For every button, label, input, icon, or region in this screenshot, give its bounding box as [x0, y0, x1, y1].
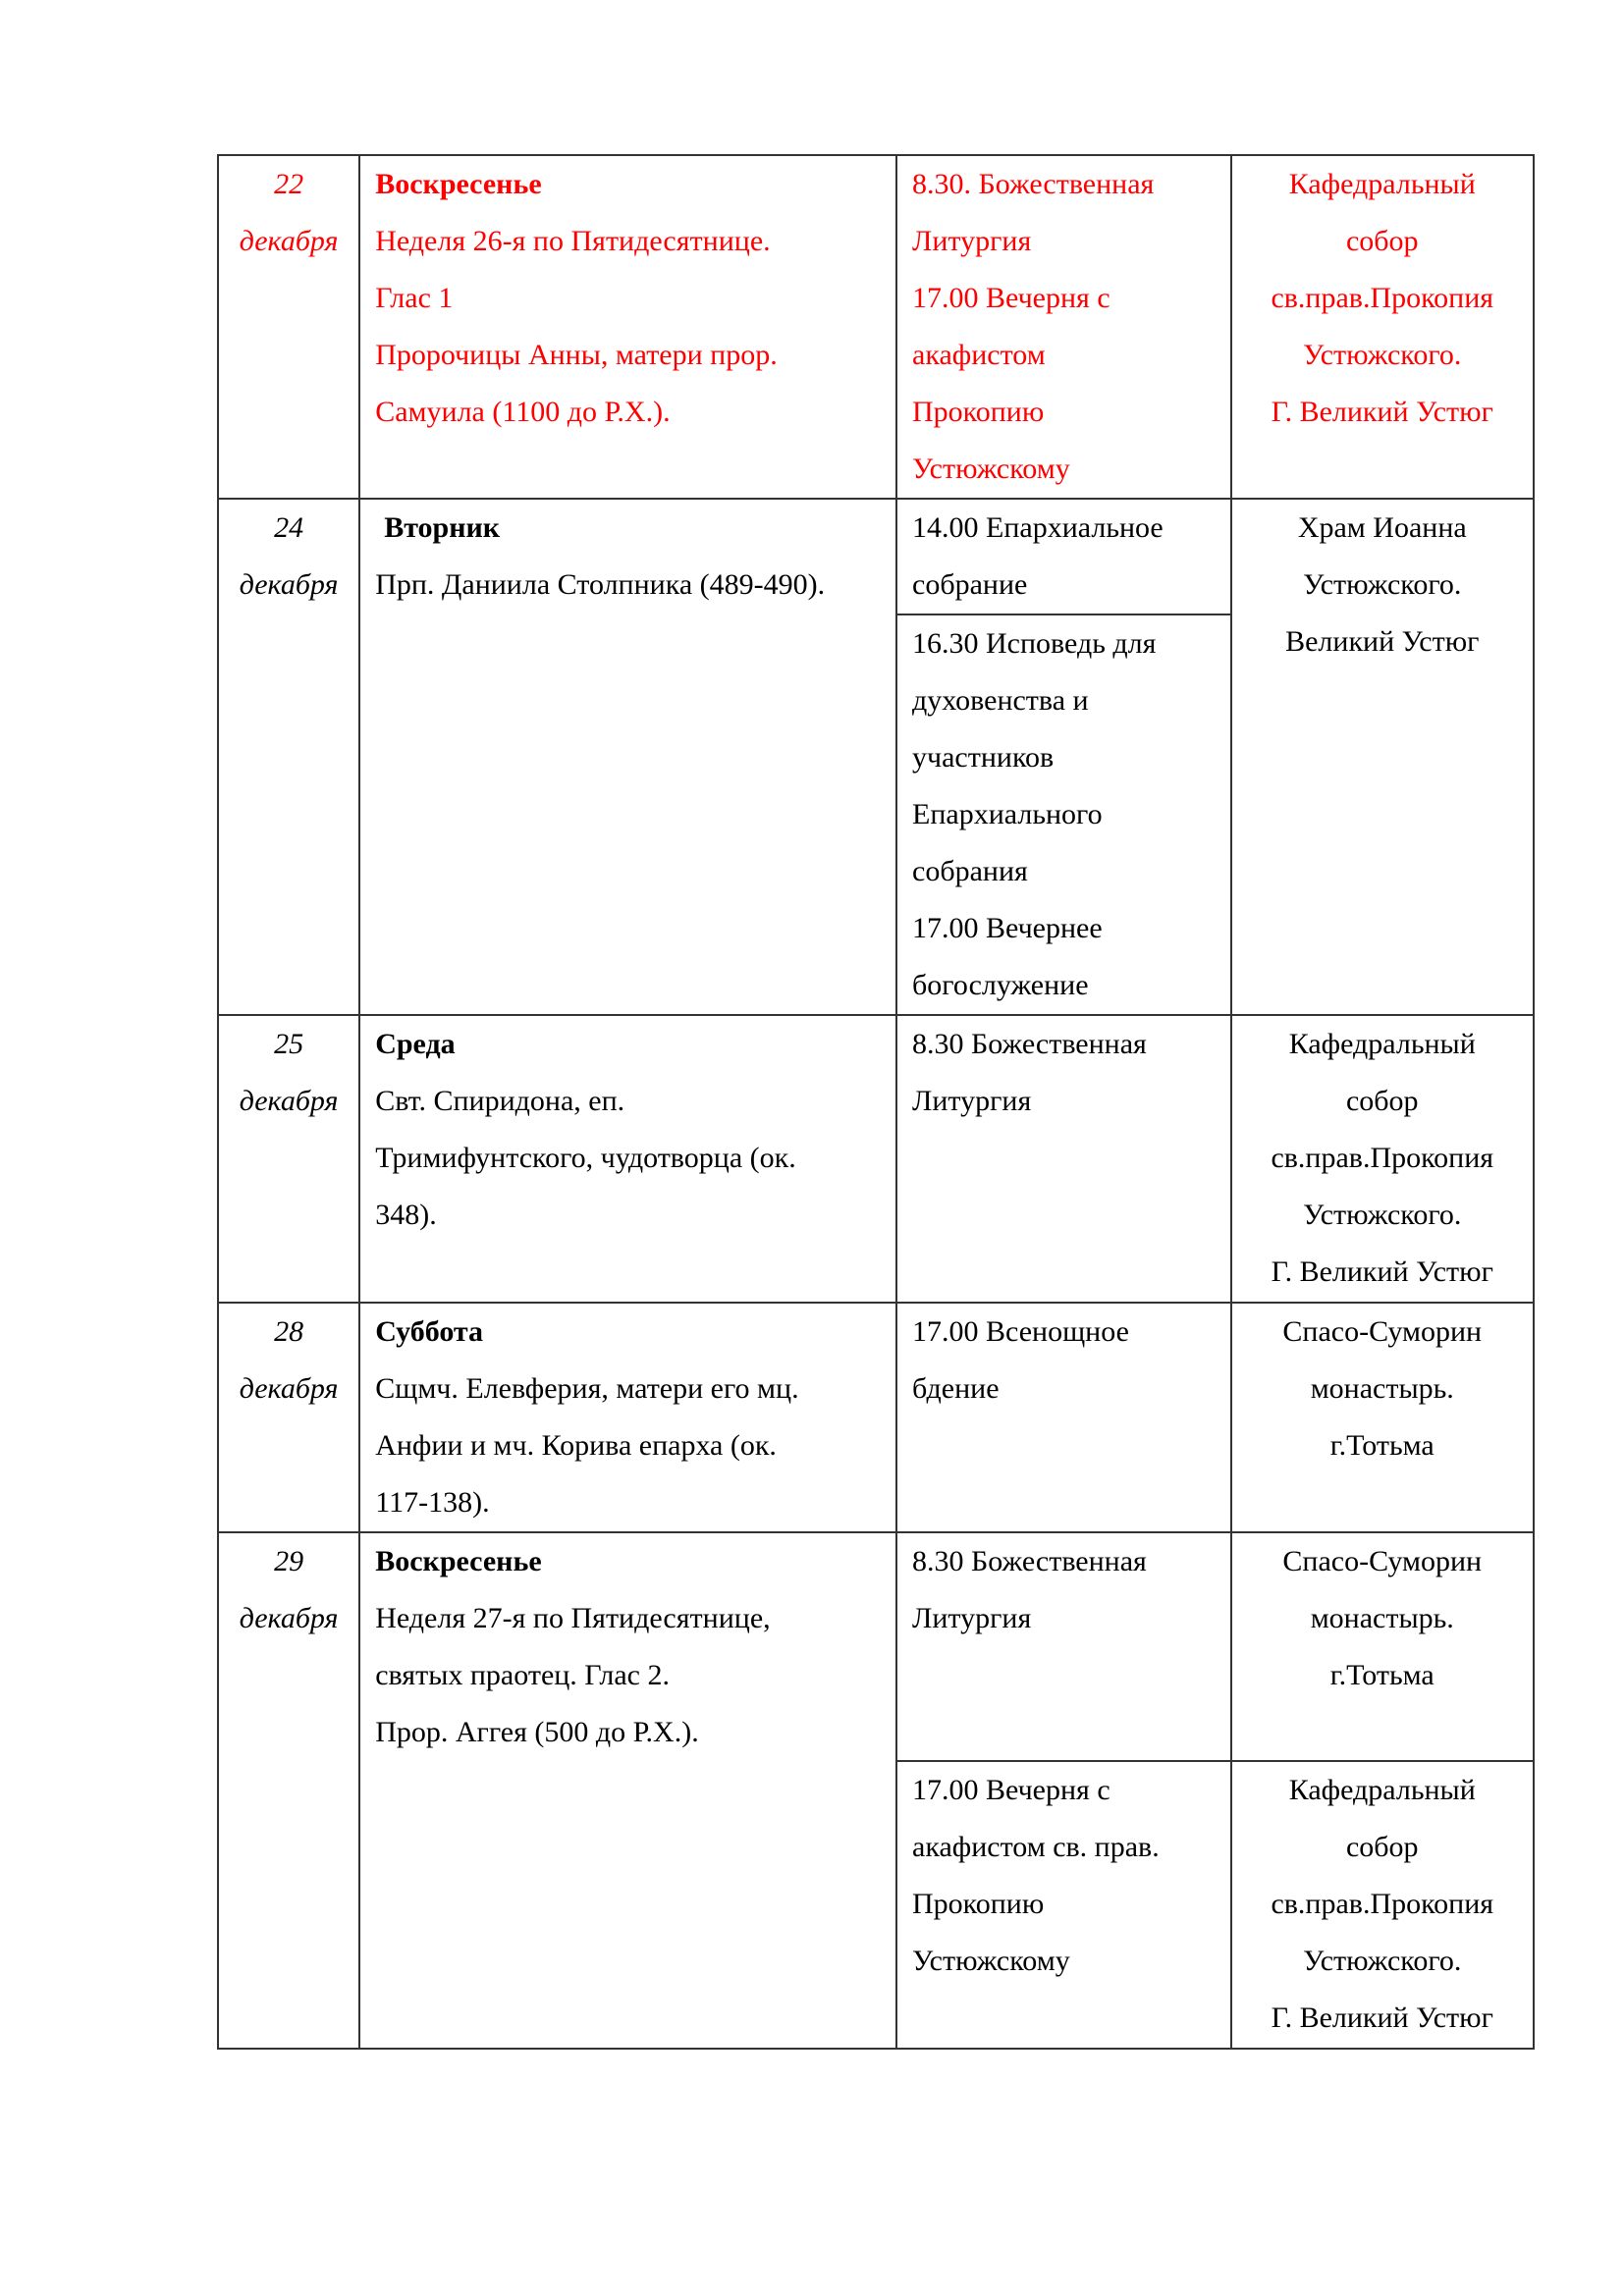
place-line: Устюжского.: [1303, 339, 1462, 371]
place-line: монастырь.: [1310, 1372, 1454, 1405]
place-line: св.прав.Прокопия: [1271, 282, 1494, 314]
place-line: Г. Великий Устюг: [1271, 396, 1493, 428]
schedule-row-dec-29: [218, 1532, 1534, 1761]
service-line: 17.00 Всенощное: [912, 1315, 1129, 1348]
service-line: Литургия: [912, 1085, 1032, 1117]
service-cell: [896, 614, 1231, 1015]
service-line: Устюжскому: [912, 453, 1070, 485]
service-line: Епархиального: [912, 798, 1103, 830]
service-line: акафистом: [912, 339, 1046, 371]
description-cell: [359, 1303, 896, 1532]
description-line: Пророчицы Анны, матери прор.: [375, 339, 778, 371]
service-line: 8.30 Божественная: [912, 1545, 1147, 1577]
date-day: 22: [274, 168, 304, 200]
place-line: г.Тотьма: [1329, 1429, 1435, 1462]
date-cell: [218, 499, 359, 1015]
weekday: Вторник: [384, 511, 501, 544]
place-cell: [1231, 1532, 1534, 1761]
service-line: Литургия: [912, 1602, 1032, 1634]
place-line: Храм Иоанна: [1297, 511, 1467, 544]
place-cell: [1231, 155, 1534, 499]
description-line: Анфии и мч. Корива епарха (ок.: [375, 1429, 777, 1462]
date-cell: [218, 1015, 359, 1303]
service-line: 17.00 Вечерня с: [912, 1774, 1110, 1806]
service-cell: [896, 1761, 1231, 2049]
service-line: Литургия: [912, 225, 1032, 257]
service-line: богослужение: [912, 969, 1089, 1001]
service-cell: [896, 499, 1231, 614]
place-line: г.Тотьма: [1329, 1659, 1435, 1691]
date-month: декабря: [239, 1372, 339, 1405]
place-line: Спасо-Суморин: [1282, 1315, 1483, 1348]
description-line: Тримифунтского, чудотворца (ок.: [375, 1142, 796, 1174]
service-line: бдение: [912, 1372, 1000, 1405]
place-line: собор: [1345, 1085, 1419, 1117]
date-cell: [218, 1303, 359, 1532]
schedule-row-dec-24: [218, 499, 1534, 614]
place-cell: [1231, 1761, 1534, 2049]
place-line: Устюжского.: [1303, 1199, 1462, 1231]
place-line: Г. Великий Устюг: [1271, 2002, 1493, 2034]
place-line: Устюжского.: [1303, 1945, 1462, 1977]
date-cell: [218, 155, 359, 499]
description-cell: [359, 499, 896, 1015]
description-line: Свт. Спиридона, еп.: [375, 1085, 625, 1117]
description-line: Неделя 27-я по Пятидесятнице,: [375, 1602, 771, 1634]
place-line: Кафедральный: [1288, 1774, 1476, 1806]
service-line: Прокопию: [912, 1888, 1045, 1920]
service-cell: [896, 1532, 1231, 1761]
place-line: Устюжского.: [1303, 568, 1462, 601]
place-line: Великий Устюг: [1285, 625, 1480, 658]
place-line: собор: [1345, 1831, 1419, 1863]
description-line: Прп. Даниила Столпника (489-490).: [375, 568, 826, 601]
service-line: Прокопию: [912, 396, 1045, 428]
description-cell: [359, 155, 896, 499]
place-cell: [1231, 1015, 1534, 1303]
service-line: 14.00 Епархиальное: [912, 511, 1164, 544]
description-line: Сщмч. Елевферия, матери его мц.: [375, 1372, 799, 1405]
service-line: собрание: [912, 568, 1028, 601]
description-cell: [359, 1532, 896, 2049]
place-line: св.прав.Прокопия: [1271, 1888, 1494, 1920]
description-line: 348).: [375, 1199, 437, 1231]
description-line: Неделя 26-я по Пятидесятнице.: [375, 225, 771, 257]
service-line: собрания: [912, 855, 1028, 887]
service-line: Устюжскому: [912, 1945, 1070, 1977]
place-cell: [1231, 499, 1534, 1015]
date-month: декабря: [239, 1085, 339, 1117]
date-cell: [218, 1532, 359, 2049]
service-cell: [896, 155, 1231, 499]
place-line: Кафедральный: [1288, 1028, 1476, 1060]
date-day: 25: [274, 1028, 304, 1060]
service-line: 8.30. Божественная: [912, 168, 1155, 200]
description-line: Прор. Аггея (500 до Р.Х.).: [375, 1716, 699, 1748]
service-cell: [896, 1303, 1231, 1532]
date-month: декабря: [239, 1602, 339, 1634]
date-month: декабря: [239, 568, 339, 601]
weekday: Воскресенье: [375, 1545, 542, 1577]
schedule-row-dec-22: [218, 155, 1534, 499]
weekday: Воскресенье: [375, 168, 542, 200]
weekday: Среда: [375, 1028, 456, 1060]
schedule-table: [217, 154, 1535, 2050]
service-line: 16.30 Исповедь для: [912, 627, 1157, 660]
service-line: 8.30 Божественная: [912, 1028, 1147, 1060]
place-line: Спасо-Суморин: [1282, 1545, 1483, 1577]
date-month: декабря: [239, 225, 339, 257]
service-cell: [896, 1015, 1231, 1303]
schedule-row-dec-25: [218, 1015, 1534, 1303]
date-day: 24: [274, 511, 304, 544]
date-day: 28: [274, 1315, 304, 1348]
service-line: духовенства и: [912, 684, 1089, 717]
place-cell: [1231, 1303, 1534, 1532]
place-line: св.прав.Прокопия: [1271, 1142, 1494, 1174]
description-line: Глас 1: [375, 282, 454, 314]
service-line: 17.00 Вечернее: [912, 912, 1103, 944]
schedule-row-dec-28: [218, 1303, 1534, 1532]
place-line: собор: [1345, 225, 1419, 257]
description-cell: [359, 1015, 896, 1303]
place-line: Г. Великий Устюг: [1271, 1255, 1493, 1288]
description-line: святых праотец. Глас 2.: [375, 1659, 670, 1691]
description-line: 117-138).: [375, 1486, 490, 1519]
place-line: Кафедральный: [1288, 168, 1476, 200]
service-line: акафистом св. прав.: [912, 1831, 1160, 1863]
description-line: Самуила (1100 до Р.Х.).: [375, 396, 671, 428]
weekday: Суббота: [375, 1315, 484, 1348]
date-day: 29: [274, 1545, 304, 1577]
service-line: 17.00 Вечерня с: [912, 282, 1110, 314]
service-line: участников: [912, 741, 1055, 774]
place-line: монастырь.: [1310, 1602, 1454, 1634]
